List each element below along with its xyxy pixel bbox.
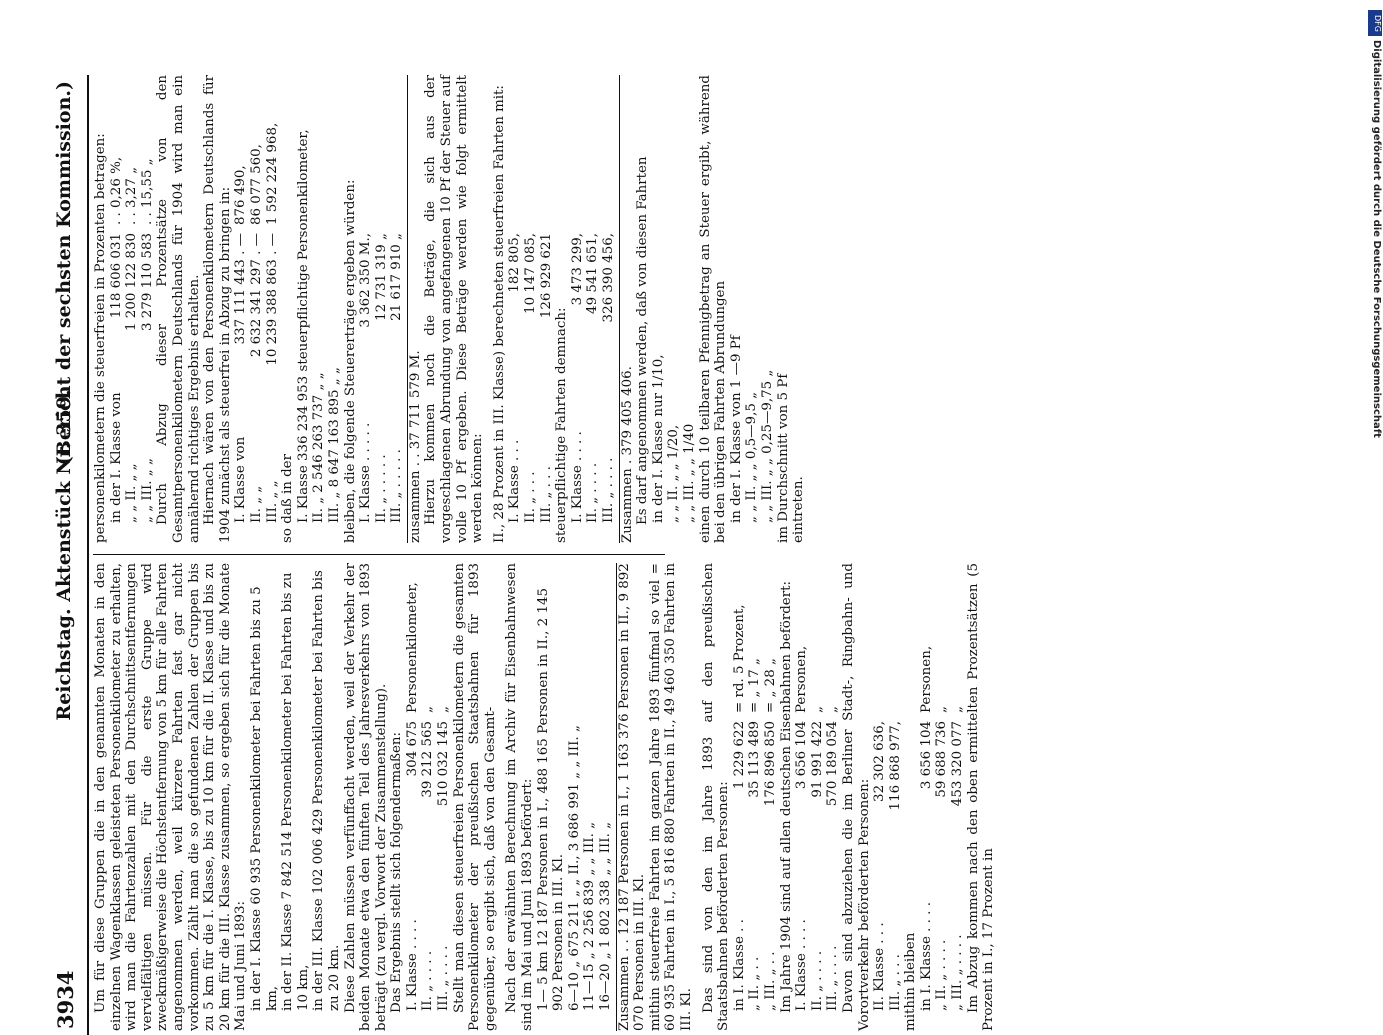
- table-cell: [585, 225, 601, 233]
- table-cell: [601, 225, 617, 233]
- table-cell: = rd. 5 Prozent,: [731, 604, 747, 713]
- table-cell: II. „ . . .: [523, 471, 539, 523]
- paragraph: Im Jahre 1904 sind auf allen deutschen Eisenbahnen befördert:: [778, 580, 794, 1013]
- table-row: [950, 563, 966, 1031]
- table-cell: II. Klasse . . .: [872, 922, 888, 1011]
- table-cell: 182 805,: [507, 233, 523, 293]
- table-cell: 3 362 350 M.,: [358, 233, 374, 328]
- paragraph: Um für diese Gruppen die in den genannten Monaten in den einzelnen Wagenklassen geleisteten Personenkilometer zu erhalten, wird man die Fahrtenzahlen mit den Durchschnittsentfernungen vervielfältigen müssen. Für die erste Gruppe wird zweckmäßigerweise die Höchstentfernung von 5 km für alle Fahrten angenommen werden, weil kürzere Fahrten fast gar nicht vorkommen. Zählt man die so gefundenen Zahlen der Gruppen bis zu 5 km für die I. Klasse, bis zu 10 km für die II. Klasse und bis zu 20 km für die III. Klasse zusammen, so ergeben sich für die Monate Mai und Juni 1893:: [93, 563, 249, 1031]
- paragraph: Diese Zahlen müssen verfünffacht werden, weil der Verkehr der beiden Monate etwa den fünften Teil des Jahresverkehrs von 1893 beträgt (zu vergl. Vorwort der Zusammenstellung).: [342, 563, 389, 1031]
- page-header: [45, 75, 89, 1035]
- table-row: [570, 75, 586, 543]
- table-cell: Personen,: [794, 645, 810, 713]
- table-cell: in I. Klasse . .: [731, 919, 747, 1011]
- table-row: [405, 563, 421, 1031]
- table-cell: 1 592 224 968,: [264, 122, 280, 225]
- table-cell: 10 147 085,: [523, 233, 539, 314]
- table-cell: [523, 225, 539, 233]
- table-cell: „ III. „ . .: [762, 951, 778, 1011]
- table-cell: 12 731 319 „: [373, 233, 389, 321]
- paragraph: Nach der erwähnten Berechnung im Archiv für Eisenbahnwesen sind im Mai und Juni 1893 befördert:: [504, 563, 536, 1031]
- paragraph: so daß in der: [280, 453, 296, 543]
- table-cell: I. Klasse . . .: [507, 439, 523, 523]
- paragraph: Hierzu kommen noch die Beträge, die sich aus der vorgeschlagenen Abrundung von angefangenen 10 Pf der Steuer auf volle 10 Pf ergeben. Diese Beträge werden wie folgt ermittelt werden können:: [423, 75, 486, 543]
- paragraph: Stellt man diesen steuerfreien Personenkilometern die gesamten Personenkilometer der preußischen Staatsbahnen für 1893 gegenüber, so ergibt sich, daß von den Gesamt-: [451, 563, 498, 1031]
- table-row: [601, 75, 617, 543]
- table-cell: III. „ „: [264, 480, 280, 523]
- table-cell: 126 929 621: [538, 233, 554, 319]
- document-page: [45, 75, 997, 1035]
- table-cell: = „ 28 „: [762, 658, 778, 713]
- table-row: [539, 75, 555, 543]
- table-cell: „: [436, 706, 452, 713]
- table-cell: [358, 225, 374, 233]
- paragraph: II., 28 Prozent in III. Klasse) berechneten steuerfreien Fahrten mit:: [491, 85, 507, 543]
- list-item: 16—20 „ 1 802 338 „ „ III. „: [598, 821, 613, 1011]
- dfg-badge: DFG: [1368, 10, 1382, 36]
- yield-table: [358, 75, 405, 543]
- table-cell: III. „ . . . .: [825, 945, 841, 1011]
- paragraph: mithin steuerfreie Fahrten im ganzen Jahre 1893 fünfmal so viel = 60 935 Fahrten in I., 5 816 880 Fahrten in II., 49 460 350 Fahrten in III. Kl.: [647, 563, 694, 1031]
- taxable-list: [296, 75, 343, 543]
- table-row: [109, 75, 125, 543]
- average-list: [729, 75, 776, 543]
- list-item: „ „ III. „ „ 0,25—9,75 „: [759, 369, 775, 523]
- table-cell: „ II. „ . . . .: [934, 939, 950, 1011]
- table-cell: „ II. „ . .: [747, 956, 763, 1011]
- table-cell: 118 606 031: [108, 233, 124, 319]
- list-item: in der III. Klasse 102 006 429 Personenkilometer bei Fahrten bis zu 20 km.: [311, 570, 342, 1011]
- table-cell: I. Klasse . . . .: [404, 919, 420, 1011]
- table-cell: „: [420, 706, 436, 713]
- free-table: [507, 75, 554, 543]
- table-cell: in der I. Klasse von: [108, 392, 124, 523]
- table-cell: 116 868 977,: [887, 721, 903, 811]
- deduct-table: [233, 75, 280, 543]
- table-cell: 304 675: [404, 721, 420, 777]
- paragraph: Das sind von den im Jahre 1893 auf den preußischen Staatsbahnen beförderten Personen:: [700, 563, 732, 1031]
- table-row: [358, 75, 374, 543]
- table-cell: II. „ „: [248, 485, 264, 523]
- table-row: [124, 75, 140, 543]
- list-item: „ „ III. „ „ 1/40: [681, 423, 697, 523]
- section-title: (Bericht der sechsten Kommission.): [53, 81, 75, 466]
- table-cell: [888, 713, 904, 721]
- table-row: [825, 563, 841, 1031]
- table-cell: 91 991 422: [809, 721, 825, 798]
- left-column: [93, 563, 997, 1031]
- table-cell: I. Klasse . . . .: [569, 431, 585, 523]
- table-row: [389, 75, 405, 543]
- table-cell: . . 0,26 %,: [108, 156, 124, 225]
- result-table: [405, 563, 452, 1031]
- paragraph: Das Ergebnis stellt sich folgendermaßen:: [389, 731, 405, 1013]
- paragraph: Es darf angenommen werden, daß von diesen Fahrten: [635, 156, 651, 525]
- table-row: [934, 563, 950, 1031]
- table-cell: [374, 225, 390, 233]
- table-cell: III. „ . . . .: [436, 945, 452, 1011]
- table-cell: 453 320 077: [950, 721, 966, 807]
- fraction-list: [651, 75, 698, 543]
- list-item: in der II. Klasse 7 842 514 Personenkilometer bei Fahrten bis zu 10 km,: [280, 572, 311, 1011]
- table-row: [249, 75, 265, 543]
- table-cell: III. „ . . . . .: [389, 449, 405, 523]
- table-cell: 35 113 489: [747, 721, 763, 798]
- table-cell: II. „ . . . .: [809, 950, 825, 1011]
- table-cell: 49 541 651,: [585, 233, 601, 314]
- table-cell: III. „ . . .: [538, 466, 554, 523]
- paragraph: eintreten.: [791, 476, 807, 543]
- table-cell: „: [934, 706, 950, 713]
- table-cell: 10 239 388 863 . —: [264, 233, 280, 366]
- table-cell: 39 212 565: [420, 721, 436, 798]
- yield-sum: zusammen . . 37 711 579 M.: [407, 75, 424, 543]
- paragraph: Durch Abzug dieser Prozentsätze von den Gesamtpersonenkilometern Deutschlands für 1904 wird man ein annähernd richtiges Ergebnis erhalten.: [155, 75, 202, 543]
- paragraph: Im Abzug kommen nach den oben ermittelten Prozentsätzen (5 Prozent in I., 17 Prozent in: [965, 563, 997, 1031]
- table-cell: 570 189 054: [825, 721, 841, 807]
- table-cell: 876 490,: [233, 165, 249, 225]
- average-note: im Durchschnitt von 5 Pf: [775, 373, 791, 543]
- paragraph: einen durch 10 teilbaren Pfennigbetrag an Steuer ergibt, während bei den übrigen Fahrten Abrundungen: [697, 75, 729, 543]
- list-item: III. „ 8 647 163 895 „ „: [326, 367, 342, 523]
- table-cell: 3 279 110 583: [139, 233, 155, 331]
- table-cell: „ III. „ . . . .: [950, 934, 966, 1011]
- distance-list: [536, 563, 614, 1031]
- table-cell: 3 473 299,: [569, 233, 585, 306]
- digitization-credit: Digitalisierung gefördert durch die Deutsche Forschungsgemeinschaft: [1371, 40, 1382, 438]
- table-row: [794, 563, 810, 1031]
- list-item: I. Klasse 336 234 953 steuerpflichtige Personenkilometer,: [295, 129, 311, 523]
- table-cell: „: [825, 706, 841, 713]
- pkm-table: [109, 75, 156, 543]
- list-item: in der I. Klasse 60 935 Personenkilometer bei Fahrten bis zu 5 km,: [248, 586, 280, 1011]
- table-cell: II. „ . . . .: [585, 462, 601, 523]
- table-cell: 32 302 636,: [872, 721, 888, 802]
- table-row: [585, 75, 601, 543]
- table-cell: II. „ . . . . .: [373, 454, 389, 523]
- berlin-table: [872, 563, 903, 1031]
- table-cell: 2 632 341 297 . —: [248, 233, 264, 358]
- list-item: in der I. Klasse nur 1/10,: [650, 354, 666, 523]
- table-cell: . . 3,27 „: [124, 166, 140, 225]
- paragraph: Hiernach wären von den Personenkilometern Deutschlands für 1904 zunächst als steuerfrei in Abzug zu bringen in:: [202, 75, 233, 543]
- table-row: [888, 563, 904, 1031]
- table-row: [507, 75, 523, 543]
- paragraph: steuerpflichtige Fahrten demnach:: [554, 307, 570, 543]
- distance-sum: Zusammen . . 12 187 Personen in I., 1 163 376 Personen in II., 9 892 070 Personen in III. Kl.: [616, 563, 648, 1031]
- table-cell: 176 896 850: [762, 721, 778, 807]
- table-cell: III. „ . . .: [887, 954, 903, 1011]
- list-item: „ „ II. „ „ 1/20,: [666, 424, 682, 523]
- paragraph: bleiben, die folgende Steuererträge ergeben würden:: [342, 179, 358, 543]
- list-item: 1— 5 km 12 187 Personen in I., 488 165 Personen in II., 2 145 902 Personen in III. Kl.: [535, 587, 567, 1011]
- list-item: „ „ II. „ „ 0,5—9,5 „: [744, 391, 760, 523]
- table-cell: I. Klasse . . . . .: [358, 422, 374, 523]
- table-row: [523, 75, 539, 543]
- paragraph: Davon sind abzuziehen die im Berliner Stadt-, Ringbahn- und Vorortverkehr beförderten Personen:: [840, 563, 872, 1031]
- table-row: [140, 75, 156, 543]
- table-cell: I. Klasse . . . .: [794, 919, 810, 1011]
- table-row: [810, 563, 826, 1031]
- remain-table: [919, 563, 966, 1031]
- table-row: [265, 75, 281, 543]
- table-cell: 326 390 456,: [601, 233, 616, 323]
- taxable-trips-sum: Zusammen . 379 405 406.: [619, 75, 636, 543]
- table-cell: II. „ . . . .: [420, 950, 436, 1011]
- paragraph: mithin bleiben: [903, 932, 919, 1031]
- right-column: [93, 75, 807, 543]
- paragraph: personenkilometern die steuerfreien in Prozenten betragen:: [93, 133, 108, 543]
- table-cell: . . 15,55 „: [139, 158, 155, 225]
- table-row: [436, 563, 452, 1031]
- table-cell: 3 656 104: [794, 721, 810, 790]
- table-cell: 3 656 104: [918, 721, 934, 790]
- table-cell: = „ 17 „: [747, 658, 763, 713]
- table-cell: in I. Klasse . . . .: [918, 902, 934, 1011]
- list-item: 11—15 „ 2 256 839 „ „ III. „: [582, 821, 598, 1011]
- table-cell: [539, 225, 555, 233]
- table-cell: Personen,: [918, 645, 934, 713]
- list-item: 6—10 „ 675 211 „ „ II., 3 686 991 „ „ III. „: [566, 725, 582, 1011]
- list-item: II. „ 2 546 263 737 „ „: [311, 372, 327, 523]
- table-cell: 59 688 736: [934, 721, 950, 798]
- table-cell: [570, 225, 586, 233]
- table-cell: „: [809, 706, 825, 713]
- table-cell: [507, 225, 523, 233]
- table-cell: 337 111 443 . —: [233, 233, 249, 345]
- page-number: 3934: [53, 970, 78, 1029]
- table-cell: 1 229 622: [731, 721, 747, 790]
- table-cell: „ „ III. „ „: [139, 458, 155, 523]
- table-row: [872, 563, 888, 1031]
- year-1904-table: [794, 563, 841, 1031]
- table-row: [374, 75, 390, 543]
- table-cell: 21 617 910 „: [389, 233, 405, 321]
- table-row: [919, 563, 935, 1031]
- table-row: [732, 563, 748, 1031]
- list-item: in der I. Klasse von 1 —9 Pf: [728, 335, 744, 523]
- table-cell: Personenkilometer,: [404, 582, 420, 713]
- table-cell: „ „ II. „ „: [124, 463, 140, 523]
- taxable-trips-table: [570, 75, 617, 543]
- table-row: [763, 563, 779, 1031]
- document-title: Reichstag. Aktenstück Nr. 359.: [53, 389, 75, 721]
- table-cell: I. Klasse von: [233, 436, 249, 523]
- column-divider: [93, 554, 665, 555]
- table-cell: 510 032 145: [436, 721, 452, 807]
- km-list: [249, 563, 343, 1031]
- table-row: [420, 563, 436, 1031]
- table-cell: [872, 713, 888, 721]
- table-row: [233, 75, 249, 543]
- table-cell: 86 077 560,: [248, 144, 264, 225]
- table-row: [747, 563, 763, 1031]
- percent-table: [732, 563, 779, 1031]
- table-cell: 1 200 122 830: [124, 233, 140, 331]
- table-cell: [389, 225, 405, 233]
- table-cell: III. „ . . . .: [601, 457, 616, 523]
- table-cell: „: [950, 706, 966, 713]
